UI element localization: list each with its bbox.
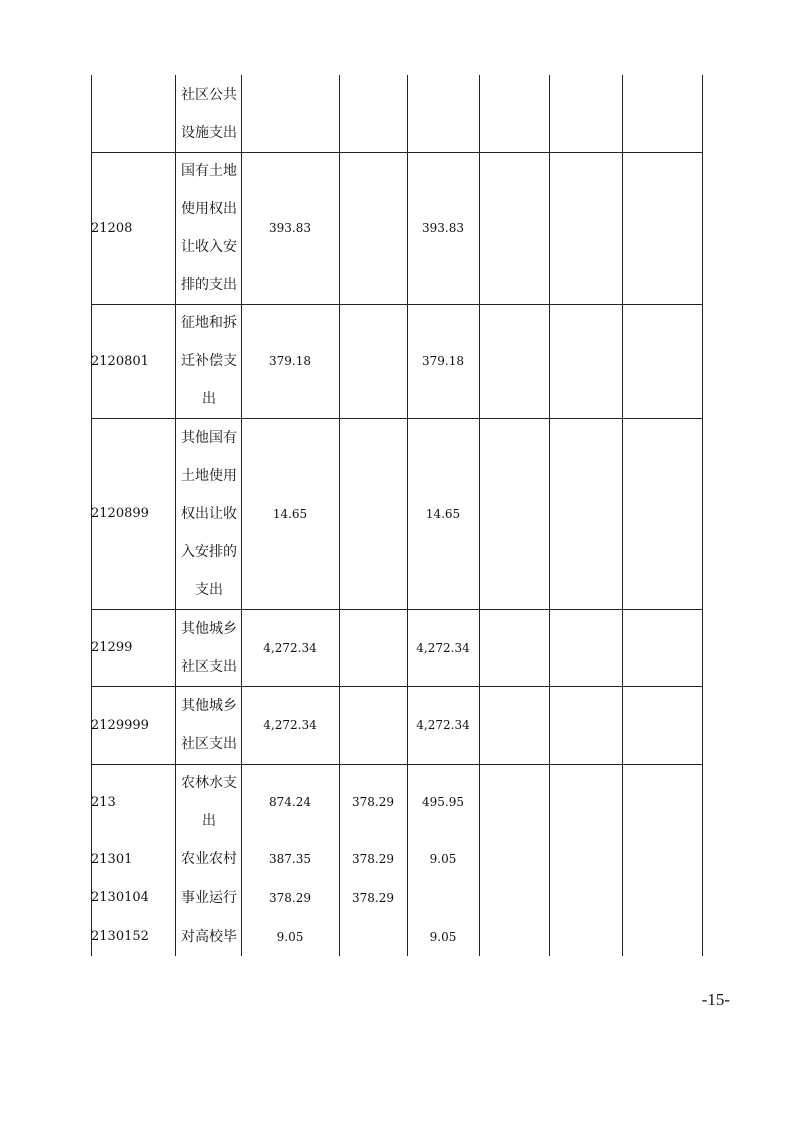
row-name-line: 迁补偿支 bbox=[181, 353, 237, 369]
row-name-line: 征地和拆 bbox=[181, 315, 237, 331]
row-code: 21208 bbox=[91, 220, 133, 236]
row-name-line: 入安排的 bbox=[181, 543, 237, 560]
row-name bbox=[177, 878, 241, 917]
amount-basic: 378.29 bbox=[352, 852, 394, 866]
row-name-line: 使用权出 bbox=[181, 201, 237, 217]
row-name bbox=[177, 152, 241, 304]
amount-basic bbox=[339, 609, 407, 686]
amount-project: 14.65 bbox=[425, 506, 461, 521]
amount-project: 4,272.34 bbox=[416, 718, 470, 732]
row-name-line: 支出 bbox=[195, 581, 223, 598]
table-row bbox=[0, 878, 793, 917]
amount-basic: 378.29 bbox=[352, 890, 394, 905]
amount-project bbox=[407, 878, 479, 917]
table-row bbox=[0, 418, 793, 609]
amount-total: 14.65 bbox=[272, 506, 308, 521]
amount-total: 393.83 bbox=[269, 221, 311, 235]
row-name-line: 社区支出 bbox=[181, 658, 237, 675]
amount-total: 387.35 bbox=[269, 852, 311, 866]
row-name bbox=[177, 418, 241, 609]
page-number: -15- bbox=[701, 990, 730, 1009]
amount-project: 495.95 bbox=[422, 795, 464, 809]
row-name-line: 其他城乡 bbox=[181, 698, 237, 714]
amount-basic bbox=[339, 418, 407, 609]
row-name-line: 社区公共 bbox=[181, 86, 237, 103]
amount-basic bbox=[339, 152, 407, 304]
row-name-line: 社区支出 bbox=[181, 736, 237, 752]
row-name bbox=[177, 840, 241, 878]
row-name bbox=[177, 609, 241, 686]
row-name-line: 事业运行 bbox=[181, 889, 237, 906]
row-name-line: 土地使用 bbox=[181, 467, 237, 484]
amount-total: 379.18 bbox=[269, 354, 311, 368]
row-name bbox=[177, 917, 241, 956]
table-row bbox=[0, 840, 793, 878]
row-name bbox=[177, 75, 241, 152]
amount-total: 4,272.34 bbox=[263, 640, 317, 655]
amount-project: 393.83 bbox=[422, 221, 464, 235]
row-code: 21301 bbox=[91, 851, 133, 867]
amount-basic bbox=[339, 304, 407, 418]
row-name-line: 国有土地 bbox=[181, 163, 237, 179]
table-row bbox=[0, 686, 793, 764]
row-code: 2120801 bbox=[91, 353, 149, 369]
amount-basic: 378.29 bbox=[352, 795, 394, 809]
row-name-line: 其他城乡 bbox=[181, 620, 237, 637]
amount-project: 9.05 bbox=[429, 929, 457, 944]
row-code: 213 bbox=[91, 794, 116, 810]
table-row bbox=[0, 152, 793, 304]
row-code: 21299 bbox=[91, 640, 133, 655]
row-name-line: 设施支出 bbox=[181, 124, 237, 141]
amount-total: 4,272.34 bbox=[263, 718, 317, 732]
amount-total: 874.24 bbox=[269, 795, 311, 809]
row-name-line: 其他国有 bbox=[181, 429, 237, 446]
table-row bbox=[0, 609, 793, 686]
table-row bbox=[0, 304, 793, 418]
row-code: 2130104 bbox=[91, 890, 149, 905]
row-name bbox=[177, 304, 241, 418]
row-name bbox=[177, 686, 241, 764]
row-code: 2129999 bbox=[91, 717, 149, 733]
row-name-line: 排的支出 bbox=[181, 277, 237, 293]
row-code: 2120899 bbox=[91, 506, 149, 521]
row-name-line: 出 bbox=[202, 391, 216, 407]
table-row bbox=[0, 917, 793, 956]
row-name-line: 权出让收 bbox=[181, 505, 237, 522]
amount-project: 9.05 bbox=[429, 852, 457, 866]
amount-total: 9.05 bbox=[276, 929, 304, 944]
row-name-line: 让收入安 bbox=[181, 239, 237, 255]
amount-project: 379.18 bbox=[422, 354, 464, 368]
amount-project: 4,272.34 bbox=[416, 640, 470, 655]
row-name bbox=[177, 764, 241, 840]
amount-basic bbox=[339, 686, 407, 764]
amount-total: 378.29 bbox=[269, 890, 311, 905]
row-name-line: 出 bbox=[202, 813, 216, 829]
row-name-line: 农林水支 bbox=[181, 775, 237, 791]
table-row bbox=[0, 764, 793, 840]
table-row bbox=[0, 75, 793, 152]
row-code bbox=[91, 75, 175, 152]
amount-basic bbox=[339, 917, 407, 956]
row-name-line: 农业农村 bbox=[181, 851, 237, 867]
row-code: 2130152 bbox=[91, 929, 149, 944]
row-name-line: 对高校毕 bbox=[181, 928, 237, 945]
